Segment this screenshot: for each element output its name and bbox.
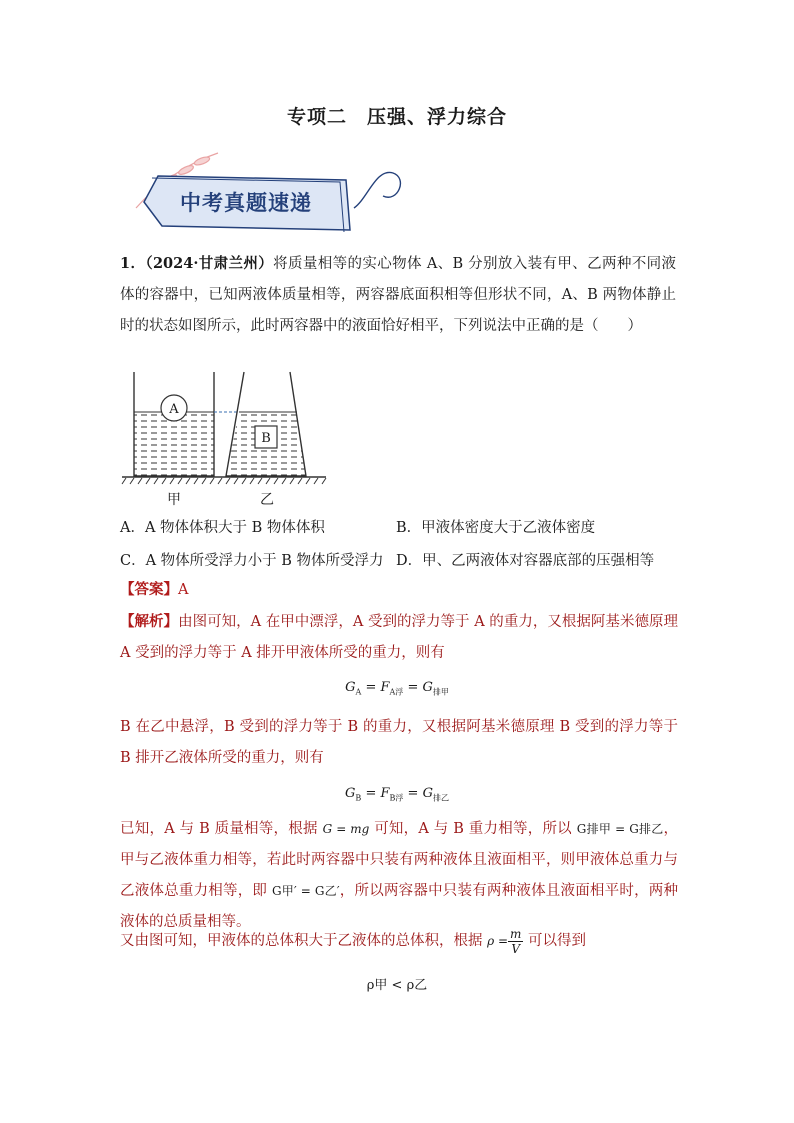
analysis-tag: 【解析】 xyxy=(120,613,179,630)
question-source: （2024·甘肃兰州） xyxy=(145,255,274,272)
analysis-p4: 又由图可知，甲液体的总体积大于乙液体的总体积，根据 ρ = $\frac{m}{V}$ 可以得到 xyxy=(120,926,587,956)
question-body: 将质量相等的实心物体 A、B 分别放入装有甲、乙两种不同液体的容器中，已知两液体质量相等，两容器底面积相等但形状不同，A、B 两物体静止时的状态如图所示，此时两容器中的液面恰好相平，下列说法中正确的是（ ） xyxy=(120,256,677,334)
answer-value: A xyxy=(178,582,189,598)
option-d[interactable]: D．甲、乙两液体对容器底部的压强相等 xyxy=(396,553,655,569)
banner-label: 中考真题速递 xyxy=(180,191,312,215)
question-stem xyxy=(120,248,676,342)
object-b-label: B xyxy=(261,431,271,446)
label-yi: 乙 xyxy=(260,492,274,508)
swirl-icon xyxy=(354,172,400,208)
formula-b-buoyancy: $G_B = F_{B浮} = G_{排乙}$ xyxy=(345,786,449,803)
option-a[interactable]: A．A 物体体积大于 B 物体体积 xyxy=(120,520,325,536)
question-number: 1． xyxy=(120,255,146,272)
answer xyxy=(120,578,188,599)
containers-figure xyxy=(120,370,330,512)
container-yi xyxy=(226,372,306,476)
analysis-p3: 已知，A 与 B 质量相等，根据 G = mg 可知，A 与 B 重力相等，所以 G排甲 = G排乙，甲与乙液体重力相等，若此时两容器中只装有两种液体且液面相平，则甲液体总重力与乙液体总重力相等，即 G甲′ = G乙′，所以两容器中只装有两种液体且液面相平时，两种液体的总质量相等。 xyxy=(120,821,678,930)
option-c[interactable]: C．A 物体所受浮力小于 B 物体所受浮力 xyxy=(120,553,384,569)
container-jia xyxy=(134,372,214,476)
object-a-label: A xyxy=(169,402,179,417)
formula-density-compare: ρ甲 < ρ乙 xyxy=(366,978,428,993)
page-title: 专项二 压强、浮力综合 xyxy=(286,106,507,128)
analysis-p1: 【解析】由图可知，A 在甲中漂浮，A 受到的浮力等于 A 的重力，又根据阿基米德原理 A 受到的浮力等于 A 排开甲液体所受的重力，则有 xyxy=(120,613,678,661)
fraction-m-over-v: $\frac{m}{V}$ xyxy=(510,926,522,956)
label-jia: 甲 xyxy=(167,492,181,508)
formula-a-buoyancy: $G_A = F_{A浮} = G_{排甲}$ xyxy=(345,680,449,697)
answer-tag: 【答案】 xyxy=(120,581,178,598)
analysis-p2: B 在乙中悬浮，B 受到的浮力等于 B 的重力，又根据阿基米德原理 B 受到的浮力等于 B 排开乙液体所受的重力，则有 xyxy=(120,719,678,766)
option-b[interactable]: B．甲液体密度大于乙液体密度 xyxy=(396,520,596,536)
